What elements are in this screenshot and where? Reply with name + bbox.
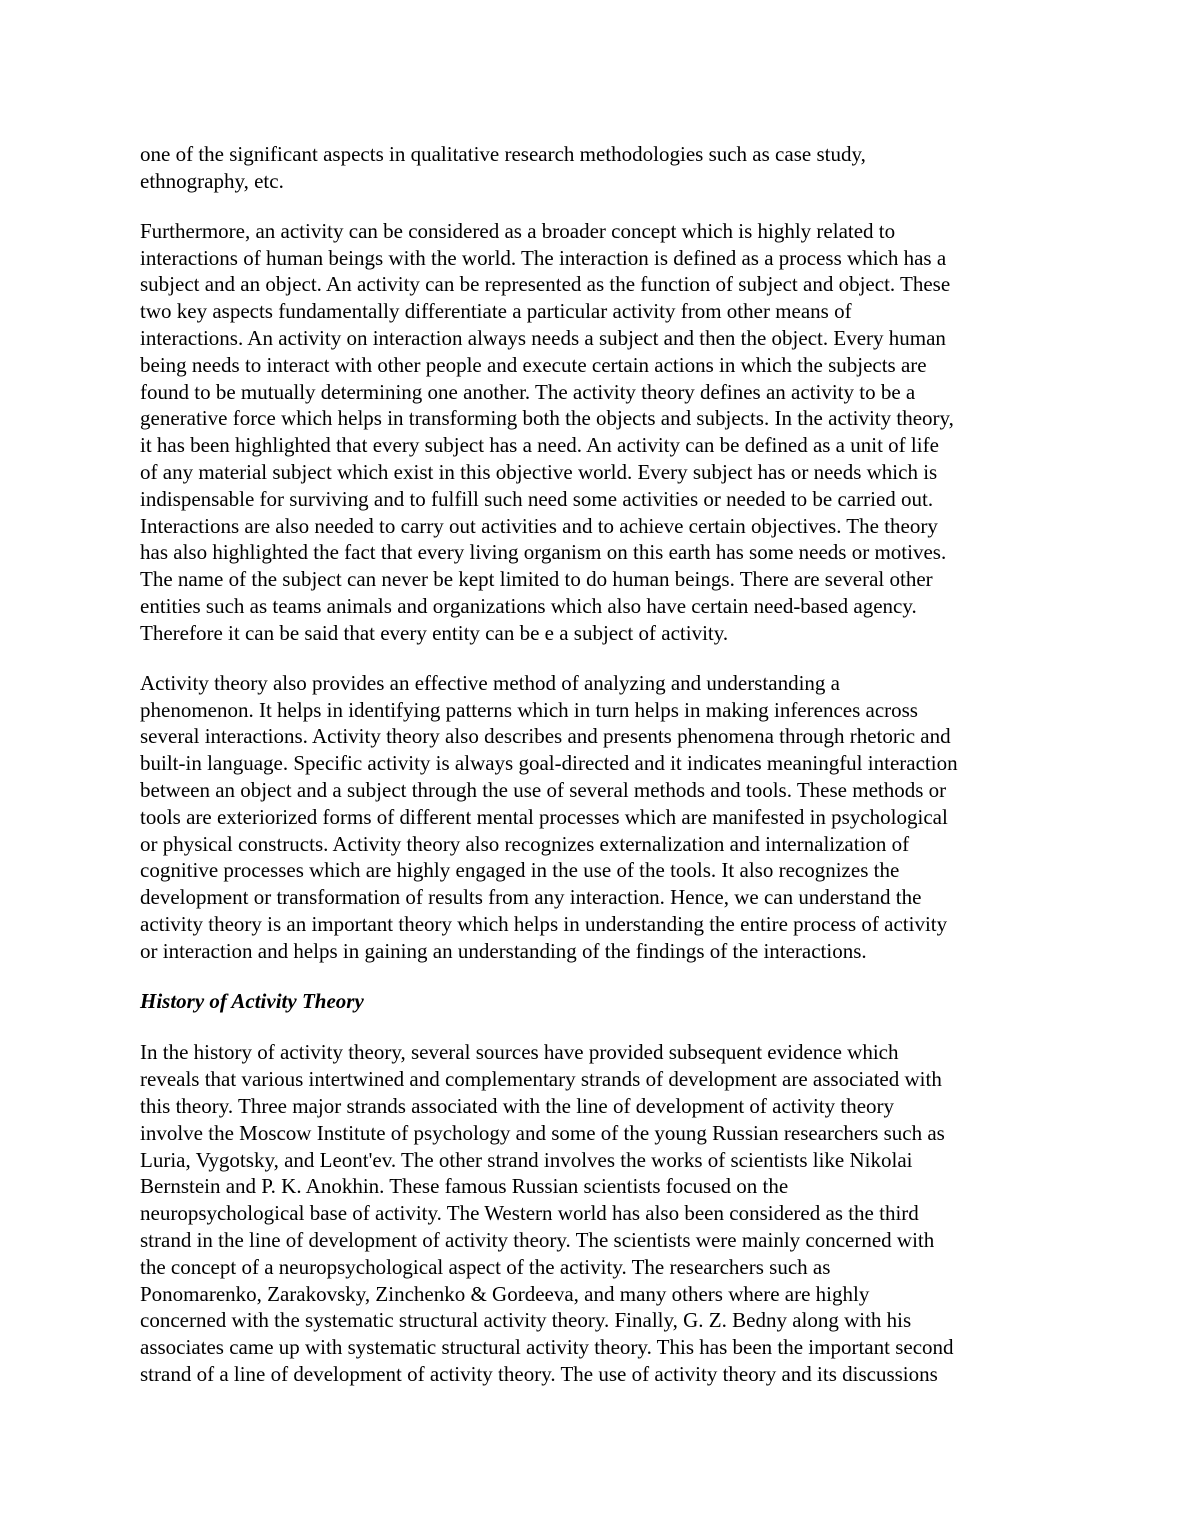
- text-line: interactions of human beings with the world. The interaction is defined as a process which has a: [140, 245, 947, 270]
- text-line: In the history of activity theory, several sources have provided subsequent evidence which: [140, 1040, 899, 1065]
- text-line: Activity theory also provides an effective method of analyzing and understanding a: [140, 670, 840, 695]
- text-line: The name of the subject can never be kept limited to do human beings. There are several other: [140, 567, 933, 592]
- text-line: neuropsychological base of activity. The Western world has also been considered as the third: [140, 1201, 919, 1226]
- text-line: two key aspects fundamentally differentiate a particular activity from other means of: [140, 299, 852, 324]
- text-line: development or transformation of results from any interaction. Hence, we can understand the: [140, 885, 922, 910]
- text-line: Therefore it can be said that every entity can be e a subject of activity.: [140, 620, 729, 645]
- text-line: or interaction and helps in gaining an understanding of the findings of the interactions.: [140, 938, 867, 963]
- document-page: [140, 141, 1060, 1411]
- text-line: involve the Moscow Institute of psychology and some of the young Russian researchers such as: [140, 1120, 945, 1145]
- text-line: reveals that various intertwined and complementary strands of development are associated with: [140, 1067, 942, 1092]
- text-line: being needs to interact with other people and execute certain actions in which the subjects are: [140, 352, 927, 377]
- text-line: one of the significant aspects in qualitative research methodologies such as case study,: [140, 142, 866, 166]
- text-line: tools are exteriorized forms of different mental processes which are manifested in psychological: [140, 804, 948, 829]
- text-line: the concept of a neuropsychological aspect of the activity. The researchers such as: [140, 1254, 831, 1279]
- text-line: strand in the line of development of activity theory. The scientists were mainly concerned with: [140, 1228, 935, 1253]
- text-line: cognitive processes which are highly engaged in the use of the tools. It also recognizes the: [140, 858, 900, 883]
- text-line: concerned with the systematic structural activity theory. Finally, G. Z. Bedny along with his: [140, 1308, 912, 1333]
- paragraph: [140, 218, 1060, 647]
- text-line: indispensable for surviving and to fulfill such need some activities or needed to be carried out.: [140, 486, 934, 511]
- text-line: activity theory is an important theory which helps in understanding the entire process of activity: [140, 911, 948, 936]
- body-text-section: [140, 141, 1060, 964]
- text-line: interactions. An activity on interaction always needs a subject and then the object. Every human: [140, 325, 946, 350]
- text-line: strand of a line of development of activity theory. The use of activity theory and its discussions: [140, 1362, 938, 1387]
- paragraph: [140, 141, 1060, 195]
- text-line: associates came up with systematic structural activity theory. This has been the important second: [140, 1335, 954, 1360]
- text-line: entities such as teams animals and organizations which also have certain need-based agency.: [140, 593, 917, 618]
- text-line: found to be mutually determining one another. The activity theory defines an activity to be a: [140, 379, 916, 404]
- text-line: subject and an object. An activity can be represented as the function of subject and object. These: [140, 272, 951, 297]
- text-line: several interactions. Activity theory also describes and presents phenomena through rhetoric and: [140, 724, 951, 749]
- text-line: this theory. Three major strands associated with the line of development of activity theory: [140, 1094, 895, 1119]
- paragraph: [140, 1039, 1060, 1387]
- text-line: between an object and a subject through the use of several methods and tools. These methods or: [140, 777, 947, 802]
- text-line: generative force which helps in transforming both the objects and subjects. In the activity theory,: [140, 406, 954, 431]
- text-line: Interactions are also needed to carry out activities and to achieve certain objectives. The theory: [140, 513, 938, 538]
- text-line: Luria, Vygotsky, and Leont'ev. The other strand involves the works of scientists like Nikolai: [140, 1147, 913, 1172]
- text-line: built-in language. Specific activity is always goal-directed and it indicates meaningful interaction: [140, 751, 958, 776]
- text-line: or physical constructs. Activity theory also recognizes externalization and internalization of: [140, 831, 910, 856]
- text-line: has also highlighted the fact that every living organism on this earth has some needs or motives.: [140, 540, 947, 565]
- text-line: ethnography, etc.: [140, 168, 284, 193]
- text-line: phenomenon. It helps in identifying patterns which in turn helps in making inferences across: [140, 697, 918, 722]
- text-line: Bernstein and P. K. Anokhin. These famous Russian scientists focused on the: [140, 1174, 789, 1199]
- text-line: of any material subject which exist in this objective world. Every subject has or needs which is: [140, 459, 938, 484]
- body-text-section-history: [140, 1039, 1060, 1387]
- section-heading: History of Activity Theory: [140, 988, 364, 1013]
- text-line: Furthermore, an activity can be considered as a broader concept which is highly related to: [140, 218, 896, 243]
- text-line: it has been highlighted that every subject has a need. An activity can be defined as a unit of life: [140, 433, 939, 458]
- paragraph: [140, 670, 1060, 965]
- text-line: Ponomarenko, Zarakovsky, Zinchenko & Gordeeva, and many others where are highly: [140, 1281, 870, 1306]
